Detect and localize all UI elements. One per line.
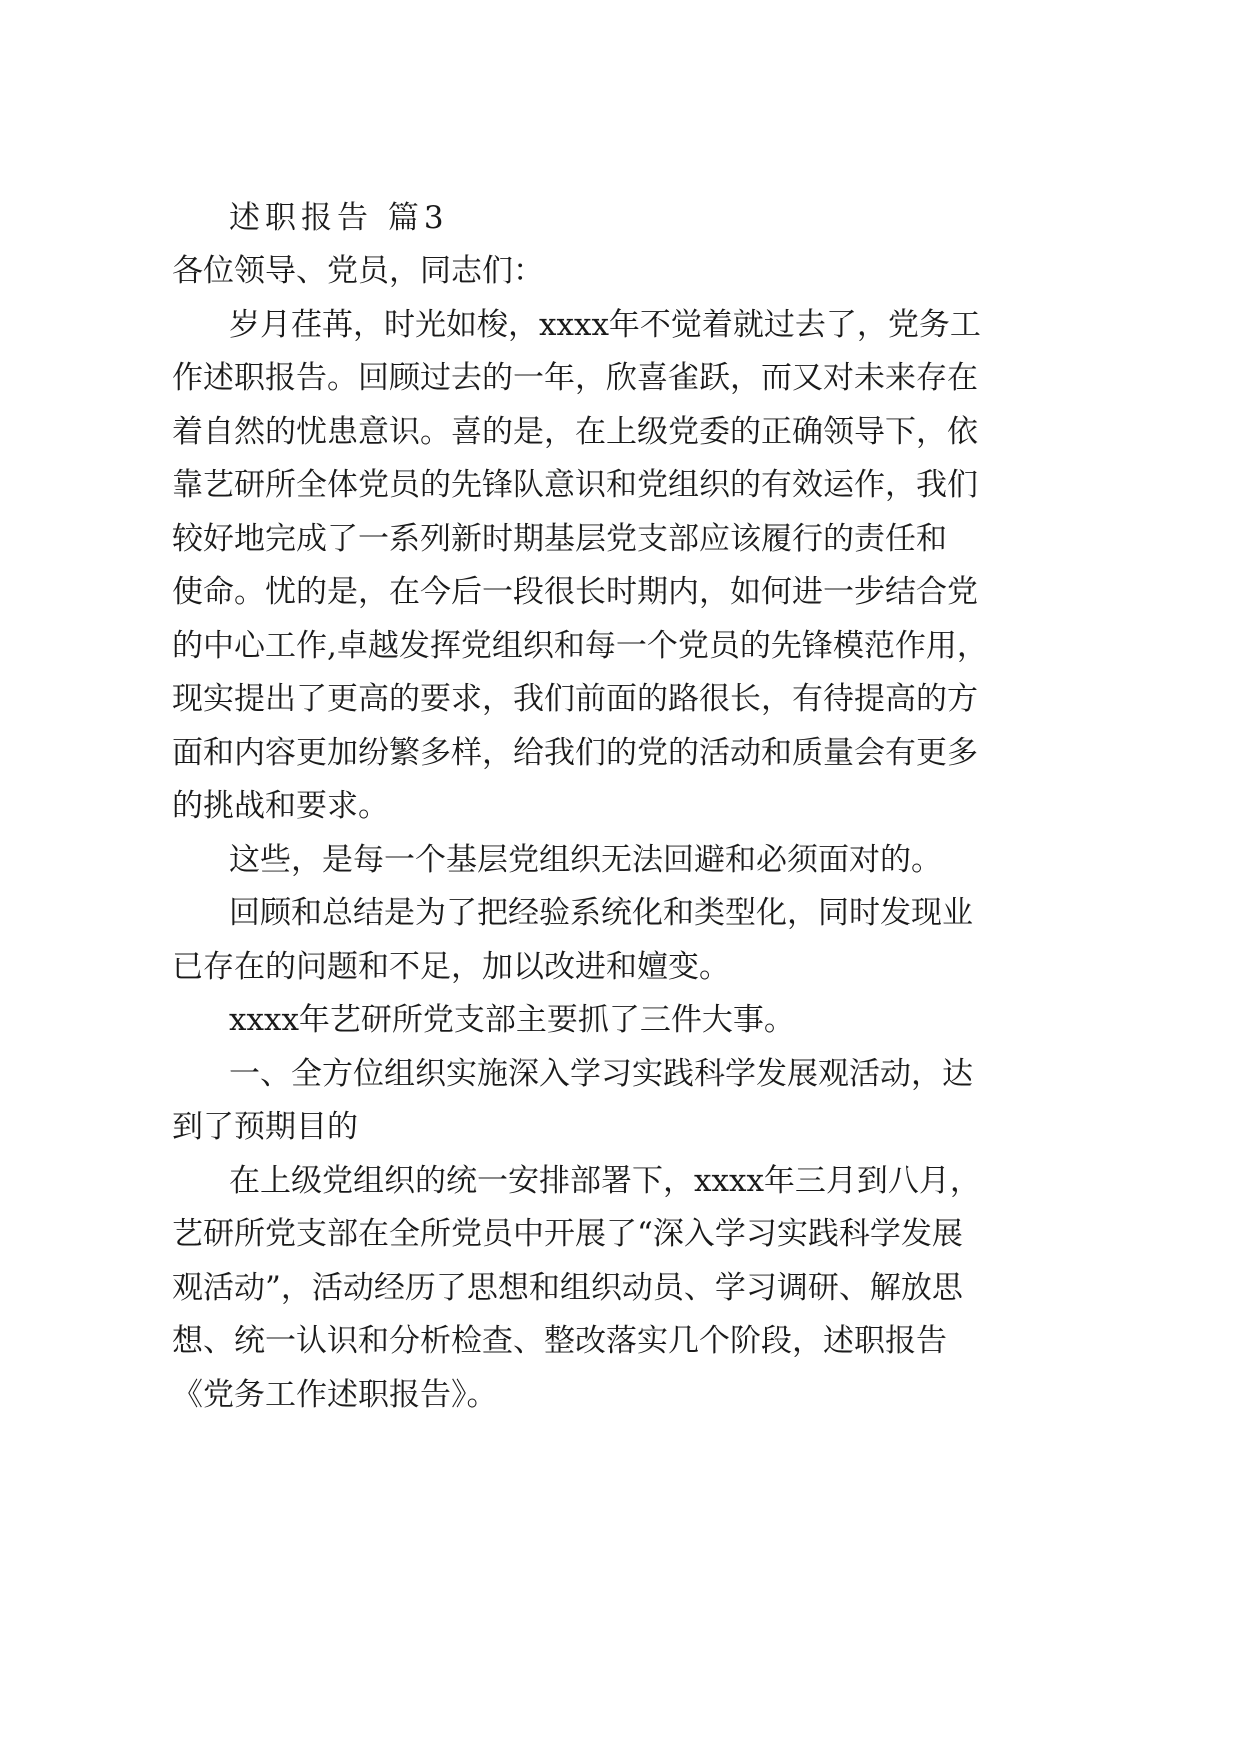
salutation: 各位领导、党员，同志们： xyxy=(172,253,544,289)
text-line: 回顾和总结是为了把经验系统化和类型化，同时发现业 xyxy=(229,895,973,931)
text-line: 面和内容更加纷繁多样，给我们的党的活动和质量会有更多 xyxy=(172,735,978,771)
text-line: 艺研所党支部在全所党员中开展了“深入学习实践科学发展 xyxy=(172,1216,963,1252)
text-line: 想、统一认识和分析检查、整改落实几个阶段，述职报告 xyxy=(172,1323,947,1359)
text-line: 使命。忧的是，在今后一段很长时期内，如何进一步结合党 xyxy=(172,574,978,610)
text-line: 在上级党组织的统一安排部署下，xxxx年三月到八月， xyxy=(229,1163,981,1199)
section-heading: 到了预期目的 xyxy=(172,1109,358,1145)
document-title: 述职报告 篇3 xyxy=(229,200,449,236)
text-line: 这些，是每一个基层党组织无法回避和必须面对的。 xyxy=(229,842,942,878)
section-heading: 一、全方位组织实施深入学习实践科学发展观活动，达 xyxy=(229,1056,973,1092)
text-line: xxxx年艺研所党支部主要抓了三件大事。 xyxy=(229,1002,795,1038)
text-line: 观活动”，活动经历了思想和组织动员、学习调研、解放思 xyxy=(172,1270,963,1306)
text-line: 已存在的问题和不足，加以改进和嬗变。 xyxy=(172,949,730,985)
text-line: 岁月荏苒，时光如梭，xxxx年不觉着就过去了，党务工 xyxy=(229,307,981,343)
text-line: 的中心工作,卓越发挥党组织和每一个党员的先锋模范作用， xyxy=(172,628,988,664)
text-line: 较好地完成了一系列新时期基层党支部应该履行的责任和 xyxy=(172,521,947,557)
text-line: 作述职报告。回顾过去的一年，欣喜雀跃，而又对未来存在 xyxy=(172,360,978,396)
text-line: 现实提出了更高的要求，我们前面的路很长，有待提高的方 xyxy=(172,681,978,717)
text-line: 《党务工作述职报告》。 xyxy=(172,1377,498,1413)
text-line: 靠艺研所全体党员的先锋队意识和党组织的有效运作，我们 xyxy=(172,467,978,503)
text-line: 的挑战和要求。 xyxy=(172,788,389,824)
text-line: 着自然的忧患意识。喜的是，在上级党委的正确领导下，依 xyxy=(172,414,978,450)
